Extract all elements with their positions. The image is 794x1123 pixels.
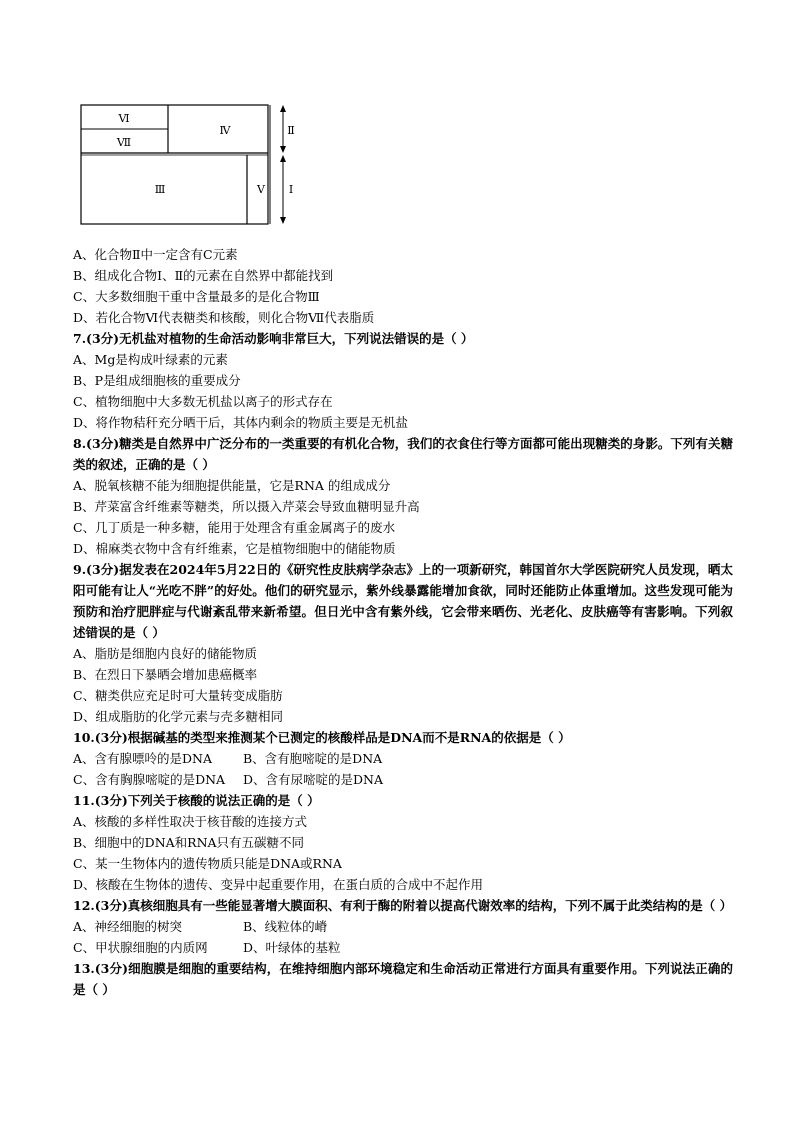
arrow-ii-head-up xyxy=(280,105,286,112)
q6-option-d: D、若化合物Ⅵ代表糖类和核酸，则化合物Ⅶ代表脂质 xyxy=(73,310,375,325)
q11-option-a: A、核酸的多样性取决于核苷酸的连接方式 xyxy=(73,814,308,829)
q11-option-b: B、细胞中的DNA和RNA只有五碳糖不同 xyxy=(73,835,305,850)
q6-option-c: C、大多数细胞干重中含量最多的是化合物Ⅲ xyxy=(73,289,320,304)
compound-diagram-svg xyxy=(80,104,295,226)
q8-option-d: D、棉麻类衣物中含有纤维素，它是植物细胞中的储能物质 xyxy=(73,541,396,556)
label-ii: Ⅱ xyxy=(287,124,295,137)
q9-option-b: B、在烈日下暴晒会增加患癌概率 xyxy=(73,667,258,682)
q6-option-a: A、化合物Ⅱ中一定含有C元素 xyxy=(73,247,238,262)
q12-option-d: D、叶绿体的基粒 xyxy=(243,940,341,955)
q12-options-row-1 xyxy=(73,916,733,937)
q10-option-a: A、含有腺嘌呤的是DNA xyxy=(73,751,213,766)
q8-option-c: C、几丁质是一种多糖，能用于处理含有重金属离子的废水 xyxy=(73,520,396,535)
label-v: Ⅴ xyxy=(257,183,265,196)
arrow-i-head-down xyxy=(280,217,286,224)
q7-option-b: B、P是组成细胞核的重要成分 xyxy=(73,373,241,388)
q7-option-a: A、Mg是构成叶绿素的元素 xyxy=(73,352,228,367)
label-iv: Ⅳ xyxy=(219,124,231,137)
q10-options-row-1 xyxy=(73,748,733,769)
label-vii: Ⅶ xyxy=(116,136,132,149)
q10-option-d: D、含有尿嘧啶的是DNA xyxy=(243,772,384,787)
q12-option-a: A、神经细胞的树突 xyxy=(73,919,183,934)
q7-option-d: D、将作物秸秆充分晒干后，其体内剩余的物质主要是无机盐 xyxy=(73,415,409,430)
q11-option-d: D、核酸在生物体的遗传、变异中起重要作用，在蛋白质的合成中不起作用 xyxy=(73,877,484,892)
q11-option-c: C、某一生物体内的遗传物质只能是DNA或RNA xyxy=(73,856,342,871)
q10-option-c: C、含有胸腺嘧啶的是DNA xyxy=(73,772,226,787)
q10-option-b: B、含有胞嘧啶的是DNA xyxy=(243,751,383,766)
arrow-ii-head-down xyxy=(280,146,286,153)
q9-option-d: D、组成脂肪的化学元素与壳多糖相同 xyxy=(73,709,284,724)
q8-option-b: B、芹菜富含纤维素等糖类，所以摄入芹菜会导致血糖明显升高 xyxy=(73,499,420,514)
q11-stem: 11.(3分)下列关于核酸的说法正确的是（ ） xyxy=(73,793,320,808)
question-content xyxy=(73,244,733,1000)
label-i: Ⅰ xyxy=(288,183,294,196)
q12-stem: 12.(3分)真核细胞具有一些能显著增大膜面积、有利于酶的附着以提高代谢效率的结构，下列不属于此类结构的是（ ） xyxy=(73,898,733,913)
q12-option-b: B、线粒体的嵴 xyxy=(243,919,328,934)
compound-content-diagram xyxy=(80,104,295,226)
label-vi: Ⅵ xyxy=(118,112,130,125)
q6-option-b: B、组成化合物Ⅰ、Ⅱ的元素在自然界中都能找到 xyxy=(73,268,334,283)
arrow-i-head-up xyxy=(280,155,286,162)
q12-option-c: C、甲状腺细胞的内质网 xyxy=(73,940,208,955)
q10-stem: 10.(3分)根据碱基的类型来推测某个已测定的核酸样品是DNA而不是RNA的依据是（ ） xyxy=(73,730,571,745)
q9-stem: 9.(3分)据发表在2024年5月22日的《研究性皮肤病学杂志》上的一项新研究，韩国首尔大学医院研究人员发现，晒太阳可能有让人“光吃不胖”的好处。他们的研究显示，紫外线暴露能增加食欲，同时还能防止体重增加。这些发现可能为预防和治疗肥胖症与代谢紊乱带来新希望。但日光中含有紫外线，它会带来晒伤、光老化、皮肤癌等有害影响。下列叙述错误的是（ ） xyxy=(73,562,733,640)
q8-stem: 8.(3分)糖类是自然界中广泛分布的一类重要的有机化合物，我们的衣食住行等方面都可能出现糖类的身影。下列有关糖类的叙述，正确的是（ ） xyxy=(73,436,733,472)
q7-stem: 7.(3分)无机盐对植物的生命活动影响非常巨大，下列说法错误的是（ ） xyxy=(73,331,474,346)
q12-options-row-2 xyxy=(73,937,733,958)
q7-option-c: C、植物细胞中大多数无机盐以离子的形式存在 xyxy=(73,394,333,409)
q9-option-a: A、脂肪是细胞内良好的储能物质 xyxy=(73,646,258,661)
q13-stem: 13.(3分)细胞膜是细胞的重要结构，在维持细胞内部环境稳定和生命活动正常进行方面具有重要作用。下列说法正确的是（ ） xyxy=(73,961,733,997)
q10-options-row-2 xyxy=(73,769,733,790)
diagram-outer-box xyxy=(81,105,268,224)
q9-option-c: C、糖类供应充足时可大量转变成脂肪 xyxy=(73,688,283,703)
q8-option-a: A、脱氧核糖不能为细胞提供能量，它是RNA 的组成成分 xyxy=(73,478,391,493)
label-iii: Ⅲ xyxy=(154,183,166,196)
